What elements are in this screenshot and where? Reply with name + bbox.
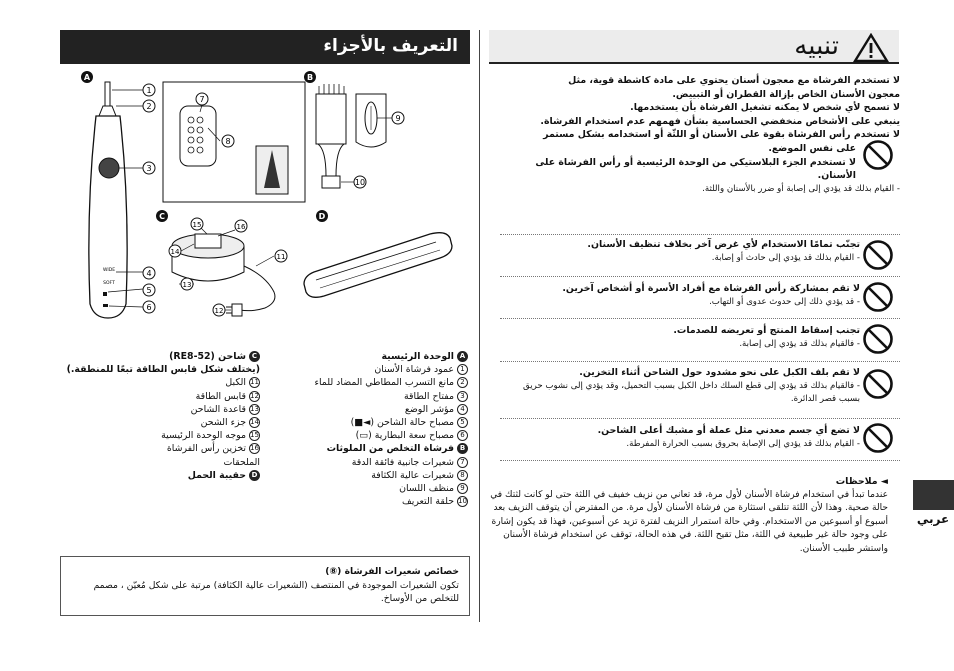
intro-line: الأسنان. [817, 170, 856, 182]
intro-line: لا تسمح لأي شخص لا يمكنه تشغيل الفرشاة بأن يستخدمها. [630, 102, 900, 114]
warning-item [500, 366, 860, 407]
warning-item [500, 238, 860, 265]
separator [500, 361, 900, 362]
carrying-case-illustration [304, 210, 452, 297]
badge-b: B [457, 443, 468, 454]
badge-d: D [249, 470, 260, 481]
warning-note: - القيام بذلك قد يؤدي إلى الإصابة بحروق بسبب الحرارة المفرطة. [626, 438, 860, 449]
parts-item: 4مؤشر الوضع [268, 403, 468, 416]
warning-title: تجنّب تمامًا الاستخدام لأي غرض آخر بخلاف تنظيف الأسنان. [587, 239, 860, 250]
callout: 9 [395, 114, 401, 123]
warning-title: تجنب إسقاط المنتج أو تعريضه للصدمات. [673, 325, 860, 336]
badge-c: C [249, 351, 260, 362]
warning-note: - فالقيام بذلك قد يؤدي إلى قطع السلك داخل الكبل بسبب التحميل، وقد يؤدي إلى نشوب حريق بسبب قصر الدائرة. [523, 380, 860, 405]
separator [500, 276, 900, 277]
parts-figure [60, 66, 470, 346]
callout: 3 [146, 164, 152, 173]
handle-text-wide: WIDE [102, 268, 116, 273]
callout: 6 [146, 303, 152, 312]
warning-title: لا تضع أي جسم معدني مثل عملة أو مشبك أعلى الشاحن. [597, 425, 860, 436]
warning-note: - قد يؤدي ذلك إلى حدوث عدوى أو التهاب. [709, 296, 860, 307]
figure-label-a: A [83, 73, 91, 82]
parts-item: 15موجه الوحدة الرئيسية [161, 430, 259, 442]
caution-title: تنبيه [794, 31, 839, 61]
carrying-case-label: حقيبة الحمل [187, 469, 246, 481]
main-unit-title: الوحدة الرئيسية [381, 351, 454, 362]
parts-list-main [268, 350, 468, 508]
handle-text-soft: SOFT [103, 281, 115, 286]
notes-section [488, 475, 888, 557]
callout: 2 [146, 102, 152, 111]
warning-item [500, 324, 860, 351]
figure-label-b: B [306, 73, 314, 82]
parts-item: 8شعيرات عالية الكثافة [268, 469, 468, 482]
callout: 12 [214, 307, 224, 315]
caution-header [489, 30, 899, 64]
intro-note: - القيام بذلك قد يؤدي إلى إصابة أو ضرر بالأسنان واللثة. [702, 183, 900, 194]
figure-label-c: C [159, 212, 165, 221]
warning-title: لا تقم بلف الكبل على نحو مشدود حول الشاحن أثناء التخزين. [579, 367, 860, 378]
notes-heading: ◄ ملاحظات [835, 476, 888, 487]
parts-item: 1عمود فرشاة الأسنان [268, 363, 468, 376]
prohibited-icon [861, 138, 895, 172]
intro-line: لا تستخدم رأس الفرشاة بقوة على الأسنان أو اللثّة أو استخدامه بشكل مستمر [543, 129, 900, 141]
parts-item: 12قابس الطاقة [195, 390, 259, 402]
charger-subtitle: (يختلف شكل قابس الطاقة تبعًا للمنطقة.) [66, 364, 260, 376]
prohibited-icon [861, 421, 895, 455]
callout: 10 [354, 178, 366, 187]
warning-title: لا تقم بمشاركة رأس الفرشاة مع أفراد الأسرة أو أشخاص آخرين. [562, 283, 860, 294]
side-tab [913, 480, 954, 510]
bristle-box-text: تكون الشعيرات الموجودة في المنتصف (الشعيرات عالية الكثافة) مرتبة على شكل مُعيّن ، مصمم للتخلص من الأوساخ. [93, 579, 459, 605]
prohibited-icon [861, 280, 895, 314]
bristle-box-title: خصائص شعيرات الفرشاة (⑧) [325, 566, 459, 577]
intro-line: لا تستخدم الفرشاة مع معجون أسنان يحتوي على مادة كاشطة قوية، مثل [568, 75, 900, 86]
notes-text: عندما تبدأ في استخدام فرشاة الأسنان لأول مرة، قد تعاني من نزيف خفيف في اللثة حتى لو كانت لثتك في حالة صحية. وهذا لأن اللثة تتلقى استثارة من فرشاة الأسنان لأول مرة. من المفترض أن يتوقف النزيف بعد أسبوع أو أسبوعين من الاستخدام. وفي حالة استمرار النزيف لفترة تزيد عن أسبوعين، فهذا قد يكون إشارة على وجود حالة غير طبيعية في اللثة، مثل تقيح اللثة. في هذه الحالة، توقف عن استخدام فرشاة الأسنان واستشر طبيب الأسنان. [490, 489, 888, 554]
side-language-label: عربي [916, 512, 950, 526]
parts-item: 2مانع التسرب المطاطي المضاد للماء [268, 376, 468, 389]
warning-triangle-icon [853, 33, 889, 63]
intro-line: على نفس الموضع. [768, 142, 856, 154]
callout: 14 [170, 248, 180, 256]
parts-item: 3مفتاح الطاقة [268, 390, 468, 403]
bristle-feature-box [60, 556, 470, 616]
separator [500, 418, 900, 419]
separator [500, 234, 900, 235]
column-divider [479, 30, 480, 622]
separator [500, 318, 900, 319]
callout: 1 [146, 86, 152, 95]
parts-item: 10حلقة التعريف [402, 496, 467, 508]
parts-item: 5مصباح حالة الشاحن (◄■) [268, 416, 468, 429]
warning-item [500, 282, 860, 309]
badge-a: A [457, 351, 468, 362]
callout: 11 [276, 253, 286, 261]
charger-illustration [156, 210, 275, 316]
callout: 15 [192, 221, 202, 229]
parts-item: 16تخزين رأس الفرشاة [166, 443, 259, 455]
parts-header [60, 30, 470, 64]
intro-line: ينبغي على الأشخاص منخفضي الحساسية بشأن فهمهم عدم استخدام الفرشاة. [540, 115, 900, 127]
intro-line: معجون الأسنان الخاص بإزالة القطران أو التبييض. [672, 88, 900, 100]
parts-item: 11الكبل [225, 377, 259, 389]
prohibited-icon [861, 322, 895, 356]
parts-list-charger [60, 350, 260, 482]
parts-item: 14جزء الشحن [200, 417, 259, 429]
warning-item [500, 424, 860, 451]
warning-note: - القيام بذلك قد يؤدي إلى حادث أو إصابة. [711, 252, 860, 263]
parts-title: التعريف بالأجزاء [323, 36, 458, 56]
charger-title: شاحن (RE8-52) [169, 351, 246, 362]
warning-note: - فالقيام بذلك قد يؤدي إلى إصابة. [739, 338, 860, 349]
brush-head-title: فرشاة التخلص من الملوثات [326, 443, 454, 455]
prohibited-icon [861, 367, 895, 401]
callout: 7 [199, 95, 205, 104]
prohibited-icon [861, 238, 895, 272]
callout: 4 [146, 269, 152, 278]
separator [500, 460, 900, 461]
callout: 13 [182, 281, 192, 289]
toothbrush-handle-illustration [81, 71, 127, 318]
parts-item: 9منظف اللسان [268, 482, 468, 495]
figure-label-d: D [318, 212, 326, 221]
parts-item: 7شعيرات جانبية فائقة الدقة [268, 456, 468, 469]
callout: 8 [225, 137, 231, 146]
accessories-title: الملحقات [223, 456, 260, 468]
intro-line: لا تستخدم الجزء البلاستيكي من الوحدة الرئيسية أو رأس الفرشاة على [535, 156, 856, 168]
parts-item: 13قاعدة الشاحن [190, 403, 259, 415]
brush-head-illustration [163, 71, 386, 202]
callout: 5 [146, 286, 152, 295]
callout: 16 [236, 223, 246, 231]
parts-item: 6مصباح سعة البطارية (▭) [268, 429, 468, 442]
caution-intro [500, 74, 900, 196]
